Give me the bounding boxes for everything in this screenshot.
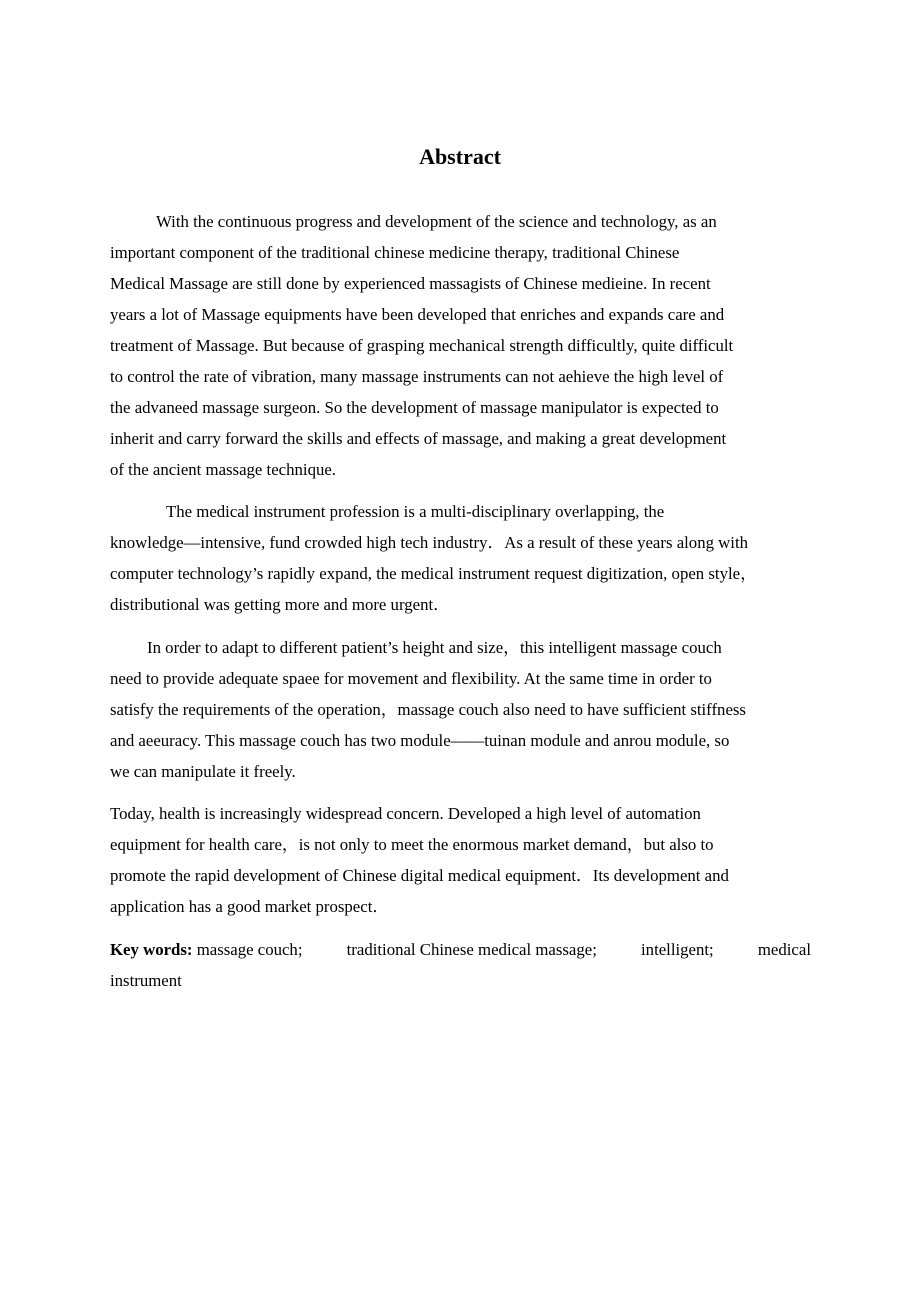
keyword-item: medical (757, 940, 811, 959)
text-line: to control the rate of vibration, many massage instruments can not aehieve the high level of (110, 367, 724, 386)
keywords-first (110, 934, 302, 965)
keyword-item: massage couch; (196, 940, 303, 959)
abstract-paragraph-1 (110, 206, 811, 485)
text-line: treatment of Massage. But because of grasping mechanical strength difficultly, quite difficult (110, 336, 734, 355)
text-line: need to provide adequate spaee for movement and flexibility. At the same time in order to (110, 669, 712, 688)
abstract-title: Abstract (419, 144, 501, 169)
text-line: application has a good market prospect． (110, 897, 390, 916)
abstract-paragraph-3 (110, 632, 824, 787)
text-line: computer technology’s rapidly expand, the medical instrument request digitization, open style， (110, 564, 757, 583)
text-line: and aeeuracy. This massage couch has two module——tuinan module and anrou module, so (110, 731, 730, 750)
text-line: years a lot of Massage equipments have been developed that enriches and expands care and (110, 305, 725, 324)
text-line: promote the rapid development of Chinese digital medical equipment．Its development and (110, 866, 729, 885)
text-line: Medical Massage are still done by experienced massagists of Chinese medieine. In recent (110, 274, 711, 293)
text-line: equipment for health care，is not only to meet the enormous market demand，but also to (110, 835, 714, 854)
keywords-section (110, 934, 811, 996)
abstract-paragraph-4 (110, 798, 824, 922)
keywords-label: Key words: (110, 940, 193, 959)
text-line: knowledge—intensive, fund crowded high tech industry．As a result of these years along with (110, 533, 749, 552)
keywords-line (110, 934, 811, 965)
keyword-continuation: instrument (110, 971, 182, 990)
text-line: of the ancient massage technique. (110, 460, 336, 479)
text-line: With the continuous progress and development of the science and technology, as an (156, 212, 717, 231)
text-line: inherit and carry forward the skills and effects of massage, and making a great development (110, 429, 727, 448)
text-line: the advaneed massage surgeon. So the development of massage manipulator is expected to (110, 398, 719, 417)
abstract-paragraph-2 (110, 496, 824, 620)
text-line: distributional was getting more and more urgent． (110, 595, 450, 614)
text-line: In order to adapt to different patient’s height and size，this intelligent massage couch (147, 638, 722, 657)
text-line: important component of the traditional chinese medicine therapy, traditional Chinese (110, 243, 680, 262)
keyword-item: traditional Chinese medical massage; (346, 940, 597, 959)
text-line: satisfy the requirements of the operation，massage couch also need to have sufficient stiffness (110, 700, 746, 719)
keyword-item: intelligent; (641, 940, 714, 959)
text-line: Today, health is increasingly widespread concern. Developed a high level of automation (110, 804, 701, 823)
text-line: The medical instrument profession is a multi-disciplinary overlapping, the (166, 502, 665, 521)
text-line: we can manipulate it freely. (110, 762, 296, 781)
